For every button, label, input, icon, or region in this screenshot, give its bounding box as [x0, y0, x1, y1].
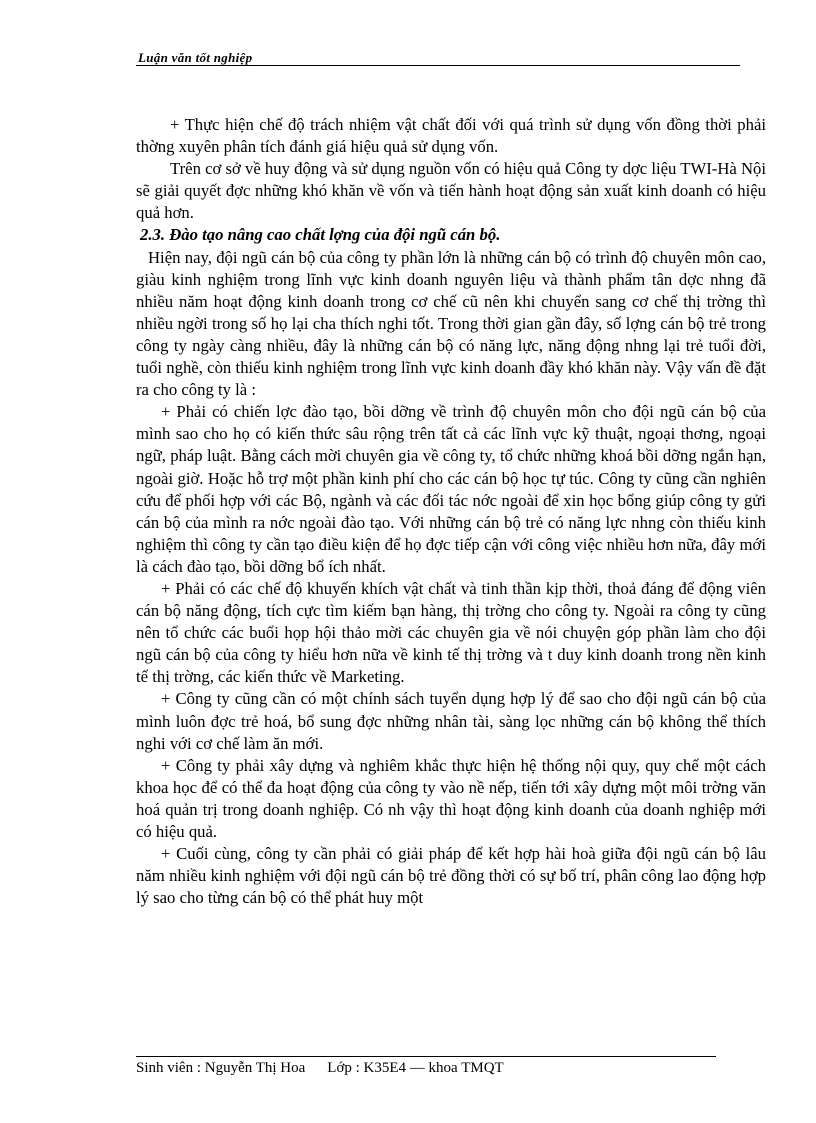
- paragraph-training-strategy: + Phải có chiến lợc đào tạo, bồi dỡng về trình độ chuyên môn cho đội ngũ cán bộ của mình sao cho họ có kiến thức sâu rộng trên tất cả các lĩnh vực kỹ thuật, ngoại thơng, ngoại ngữ, pháp luật. Bằng cách mời chuyên gia về công ty, tổ chức những khoá bồi dỡng ngắn hạn, ngoài giờ. Hoặc hỗ trợ một phần kinh phí cho các cán bộ học tự túc. Công ty cũng cần nghiên cứu để phối hợp với các Bộ, ngành và các đối tác nớc ngoài để xin học bổng giúp công ty gửi cán bộ của mình ra nớc ngoài đào tạo. Với những cán bộ trẻ có năng lực nhng còn thiếu kinh nghiệm thì công ty cần tạo điều kiện để họ đợc tiếp cận với công việc nhiều hơn nữa, đây mới là cách đào tạo, bồi dỡng bổ ích nhất.: [136, 402, 766, 576]
- paragraph-final-solution: + Cuối cùng, công ty cần phải có giải pháp để kết hợp hài hoà giữa đội ngũ cán bộ lâu năm nhiều kinh nghiệm với đội ngũ cán bộ trẻ đồng thời có sự bố trí, phân công lao động hợp lý sao cho từng cán bộ có thể phát huy một: [136, 844, 766, 908]
- paragraph-capital-conclusion: Trên cơ sở về huy động và sử dụng nguồn vốn có hiệu quả Công ty dợc liệu TWI-Hà Nội sẽ giải quyết đợc những khó khăn về vốn và tiến hành hoạt động sản xuất kinh doanh có hiệu quả hơn.: [136, 159, 766, 223]
- section-heading-2-3: 2.3. Đào tạo nâng cao chất lợng của đội ngũ cán bộ.: [140, 225, 501, 245]
- document-body: [136, 114, 766, 909]
- footer-class: Lớp : K35E4 — khoa TMQT: [327, 1060, 504, 1076]
- page-header-title: Luận văn tốt nghiệp: [138, 50, 253, 65]
- footer-divider: [136, 1056, 716, 1057]
- footer-student: Sinh viên : Nguyễn Thị Hoa: [136, 1060, 306, 1076]
- paragraph-regulations: + Công ty phải xây dựng và nghiêm khắc thực hiện hệ thống nội quy, quy chế một cách khoa học để có thể đa hoạt động của công ty vào nề nếp, tiến tới xây dựng một môi trờng văn hoá quản trị trong doanh nghiệp. Có nh vậy thì hoạt động kinh doanh của doanh nghiệp mới có hiệu quả.: [136, 755, 766, 841]
- header-divider: [136, 65, 740, 66]
- paragraph-staff-situation: Hiện nay, đội ngũ cán bộ của công ty phần lớn là những cán bộ có trình độ chuyên môn cao, giàu kinh nghiệm trong lĩnh vực kinh doanh nguyên liệu và thành phẩm tân dợc nhng đã nhiều năm hoạt động kinh doanh trong cơ chế cũ nên khi chuyển sang cơ chế thị trờng thì nhiều ngời trong số họ lại cha thích nghi tốt. Trong thời gian gần đây, số lợng cán bộ trẻ trong công ty ngày càng nhiều, đây là những cán bộ có năng lực, năng động nhng lại trẻ tuổi đời, tuổi nghề, còn thiếu kinh nghiệm trong lĩnh vực kinh doanh đầy khó khăn này. Vậy vấn đề đặt ra cho công ty là :: [136, 247, 766, 400]
- paragraph-capital-responsibility: + Thực hiện chế độ trách nhiệm vật chất đối với quá trình sử dụng vốn đồng thời phải thờng xuyên phân tích đánh giá hiệu quả sử dụng vốn.: [136, 115, 766, 157]
- paragraph-recruitment: + Công ty cũng cần có một chính sách tuyển dụng hợp lý để sao cho đội ngũ cán bộ của mình luôn đợc trẻ hoá, bổ sung đợc những nhân tài, sàng lọc những cán bộ không thể thích nghi với cơ chế làm ăn mới.: [136, 689, 766, 753]
- paragraph-incentives: + Phải có các chế độ khuyến khích vật chất và tinh thần kịp thời, thoả đáng để động viên cán bộ năng động, tích cực tìm kiếm bạn hàng, thị trờng cho công ty. Ngoài ra công ty cũng nên tổ chức các buổi họp hội thảo mời các chuyên gia về nói chuyện góp phần làm cho đội ngũ cán bộ của công ty hiểu hơn nữa về kinh tế thị trờng và t duy kinh doanh trong nền kinh tế thị trờng, các kiến thức về Marketing.: [136, 578, 766, 687]
- page-footer: [136, 1060, 504, 1077]
